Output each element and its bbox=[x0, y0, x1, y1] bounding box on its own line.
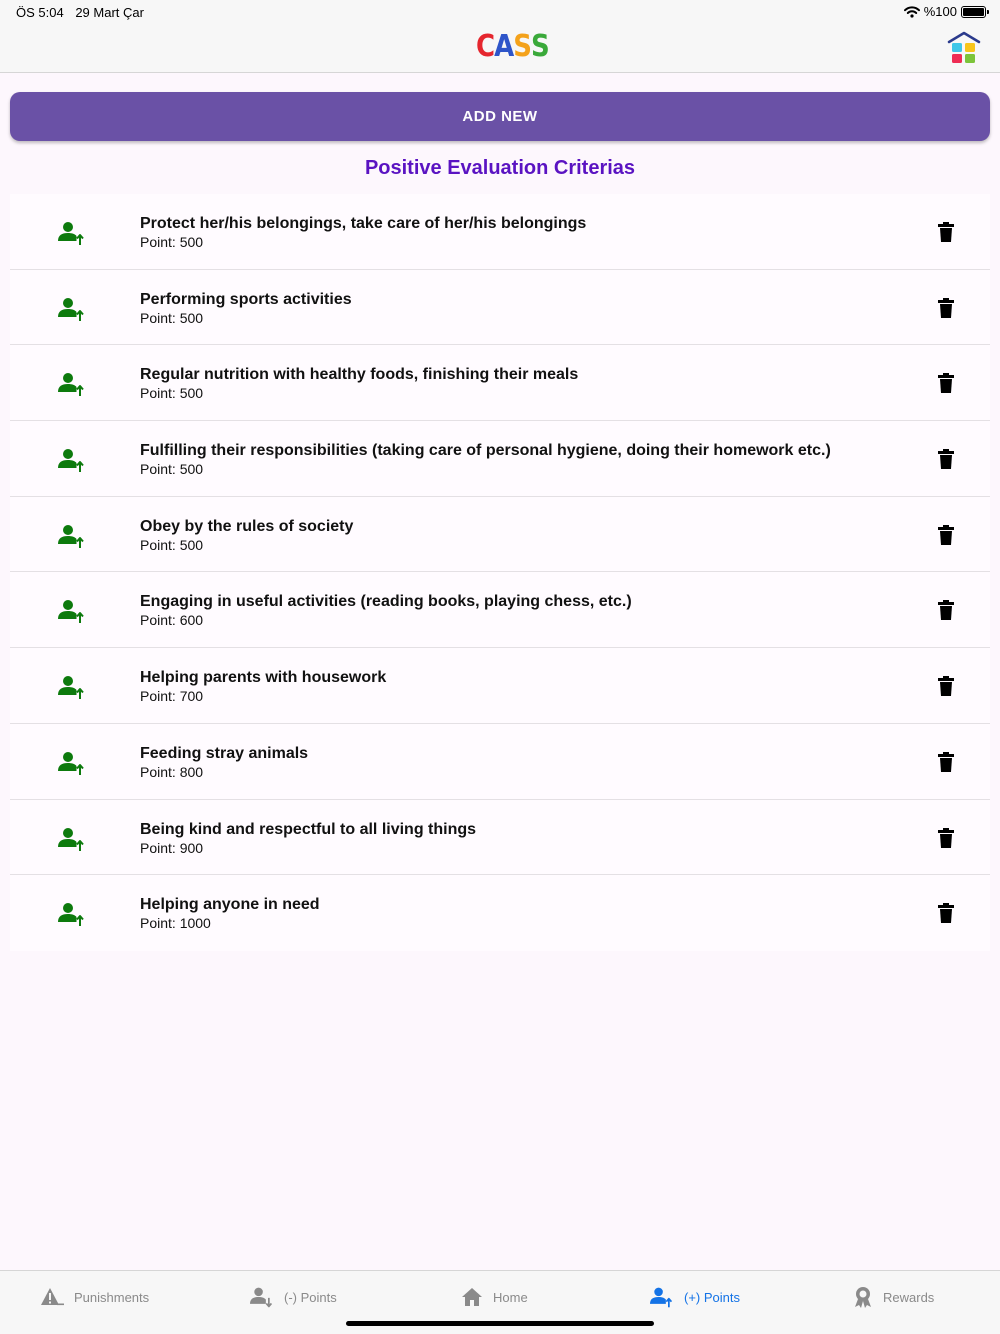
person-minus-icon bbox=[250, 1286, 274, 1308]
person-plus-icon bbox=[58, 751, 86, 775]
wifi-icon bbox=[904, 6, 920, 18]
item-point: Point: 500 bbox=[140, 234, 204, 250]
list-item[interactable] bbox=[10, 497, 990, 573]
item-point: Point: 900 bbox=[140, 839, 204, 856]
item-point: Point: 700 bbox=[140, 688, 204, 705]
home-logo-icon[interactable] bbox=[947, 31, 981, 65]
logo-letter: C bbox=[476, 29, 495, 65]
item-point: Point: 500 bbox=[140, 385, 204, 402]
list-item[interactable] bbox=[10, 724, 990, 800]
list-item[interactable] bbox=[10, 875, 990, 951]
item-title: Fulfilling their responsibilities (taking care of personal hygiene, doing their homework etc.) bbox=[140, 442, 831, 460]
trash-icon[interactable] bbox=[938, 903, 954, 923]
battery-percent: %100 bbox=[923, 4, 957, 19]
item-title: Feeding stray animals bbox=[140, 744, 309, 762]
item-title: Protect her/his belongings, take care of her/his belongings bbox=[140, 215, 587, 232]
page-title: Positive Evaluation Criterias bbox=[364, 157, 636, 179]
tab-label: (+) Points bbox=[684, 1289, 740, 1305]
item-point: Point: 500 bbox=[140, 461, 204, 478]
tab-minus-points[interactable] bbox=[250, 1285, 337, 1309]
trash-icon[interactable] bbox=[938, 373, 954, 393]
list-item[interactable] bbox=[10, 194, 990, 270]
home-indicator bbox=[346, 1321, 654, 1326]
logo-letter: A bbox=[494, 29, 514, 65]
item-point: Point: 1000 bbox=[140, 915, 211, 932]
trash-icon[interactable] bbox=[938, 222, 954, 242]
list-item[interactable] bbox=[10, 800, 990, 876]
tab-label: Home bbox=[493, 1289, 528, 1305]
person-plus-icon bbox=[650, 1286, 674, 1308]
home-icon bbox=[461, 1287, 483, 1307]
trash-icon[interactable] bbox=[938, 828, 954, 848]
trash-icon[interactable] bbox=[938, 449, 954, 469]
list-item[interactable] bbox=[10, 270, 990, 346]
criteria-list bbox=[10, 194, 990, 951]
person-plus-icon bbox=[58, 297, 86, 321]
item-point: Point: 500 bbox=[140, 536, 204, 553]
person-plus-icon bbox=[58, 221, 86, 245]
trash-icon[interactable] bbox=[938, 676, 954, 696]
list-item[interactable] bbox=[10, 572, 990, 648]
cass-logo bbox=[476, 29, 549, 65]
tab-label: (-) Points bbox=[284, 1289, 337, 1305]
tab-label: Rewards bbox=[883, 1289, 935, 1305]
trash-icon[interactable] bbox=[938, 752, 954, 772]
battery-fill bbox=[963, 8, 984, 16]
item-point: Point: 600 bbox=[140, 612, 204, 629]
award-icon bbox=[853, 1286, 873, 1308]
person-plus-icon bbox=[58, 372, 86, 396]
person-plus-icon bbox=[58, 524, 86, 548]
warning-icon bbox=[40, 1287, 64, 1307]
item-title: Being kind and respectful to all living things bbox=[140, 820, 477, 838]
item-title: Regular nutrition with healthy foods, finishing their meals bbox=[140, 366, 579, 384]
person-plus-icon bbox=[58, 827, 86, 851]
tab-rewards[interactable] bbox=[853, 1285, 934, 1309]
tab-home[interactable] bbox=[461, 1285, 528, 1309]
add-new-button[interactable]: ADD NEW bbox=[10, 92, 990, 141]
item-point: Point: 800 bbox=[140, 763, 204, 780]
person-plus-icon bbox=[58, 675, 86, 699]
list-item[interactable] bbox=[10, 421, 990, 497]
person-plus-icon bbox=[58, 902, 86, 926]
trash-icon[interactable] bbox=[938, 525, 954, 545]
tab-plus-points[interactable] bbox=[650, 1285, 740, 1309]
logo-letter: S bbox=[530, 29, 549, 65]
list-item[interactable] bbox=[10, 345, 990, 421]
list-item[interactable] bbox=[10, 648, 990, 724]
item-point: Point: 500 bbox=[140, 309, 204, 326]
status-bar bbox=[0, 0, 1000, 24]
item-title: Helping parents with housework bbox=[140, 669, 387, 687]
status-date: 29 Mart Çar bbox=[75, 5, 144, 20]
item-title: Helping anyone in need bbox=[140, 896, 320, 914]
trash-icon[interactable] bbox=[938, 600, 954, 620]
item-title: Obey by the rules of society bbox=[140, 517, 354, 535]
item-title: Performing sports activities bbox=[140, 290, 352, 308]
item-title: Engaging in useful activities (reading books, playing chess, etc.) bbox=[140, 593, 632, 611]
person-plus-icon bbox=[58, 599, 86, 623]
status-time: ÖS 5:04 bbox=[16, 5, 64, 20]
tab-punishments[interactable] bbox=[40, 1285, 149, 1309]
tab-label: Punishments bbox=[74, 1289, 150, 1305]
battery-icon bbox=[961, 6, 986, 18]
trash-icon[interactable] bbox=[938, 298, 954, 318]
person-plus-icon bbox=[58, 448, 86, 472]
logo-letter: S bbox=[513, 29, 531, 65]
